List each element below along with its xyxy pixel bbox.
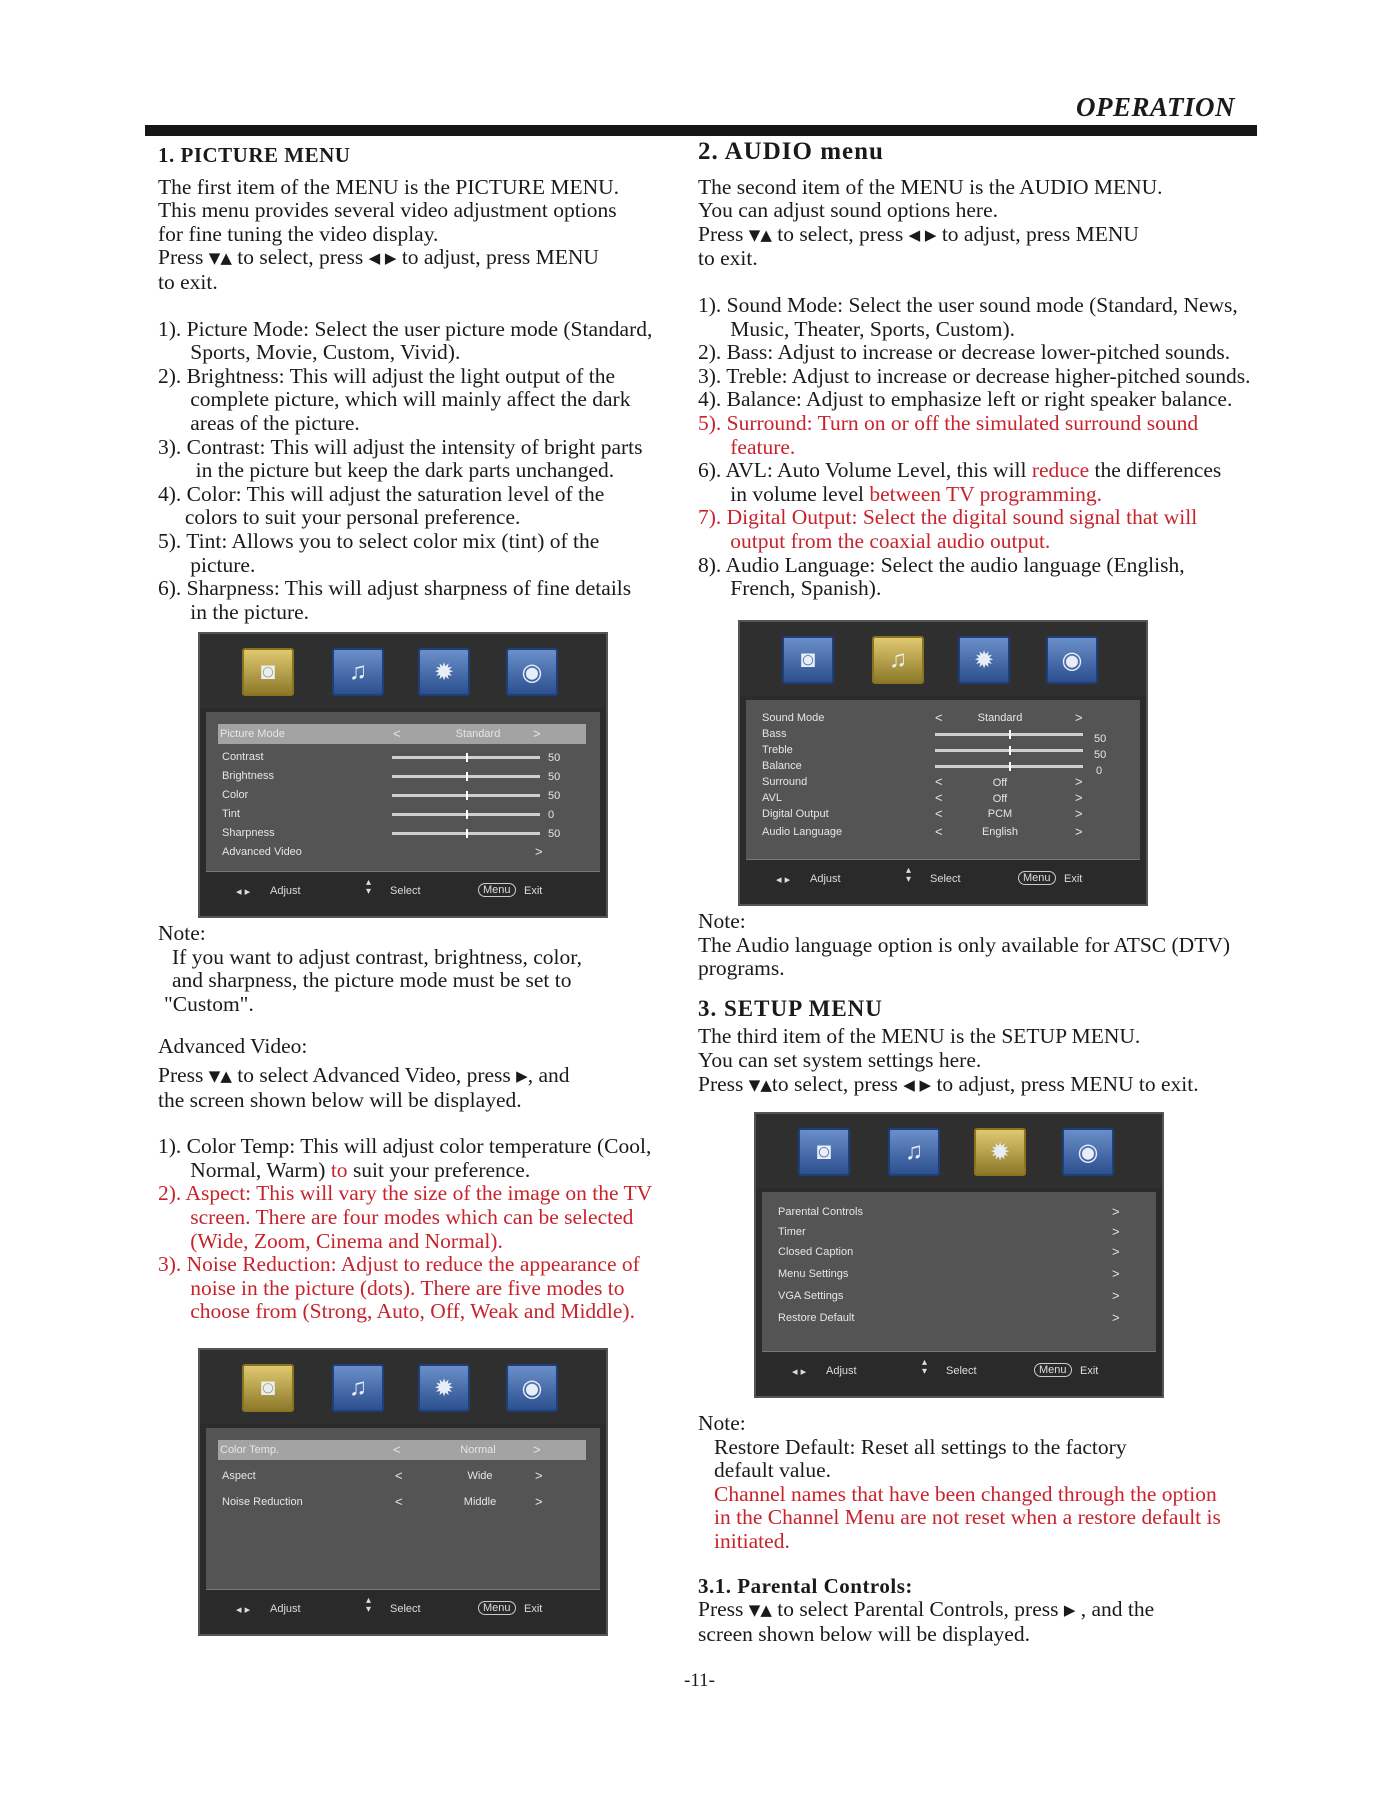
- picture-item-1: 1). Picture Mode: Select the user picture mode (Standard, Sports, Movie, Custom, Vivid).: [158, 316, 653, 365]
- globe-icon: ◉: [1046, 636, 1098, 684]
- row-treble[interactable]: Treble 50: [762, 744, 1107, 761]
- row-balance[interactable]: Balance 0: [762, 760, 1103, 777]
- down-up-arrow-icon: ▼▲: [748, 1075, 772, 1094]
- menu-footer: ◂ ▸ Adjust ▴ ▾ Select Menu Exit: [206, 871, 600, 910]
- row-advanced-video[interactable]: Advanced Video >: [222, 844, 543, 859]
- globe-icon: ◉: [1062, 1128, 1114, 1176]
- setup-press-line: Press ▼▲to select, press ◀ ▶ to adjust, press MENU to exit.: [698, 1071, 1199, 1096]
- updown-arrows-icon: ▴ ▾: [366, 1595, 372, 1615]
- picture-press-line: Press ▼▲ to select, press ◀ ▶ to adjust, press MENU: [158, 245, 599, 270]
- gear-icon: ✹: [958, 636, 1010, 684]
- advanced-settings-panel: [206, 1428, 600, 1590]
- row-sound-mode[interactable]: Sound Mode < Standard >: [762, 710, 1083, 725]
- setup-menu-screen: [754, 1112, 1164, 1398]
- parental-press-line: Press ▼▲ to select Parental Controls, press ▶ , and the: [698, 1597, 1155, 1622]
- advanced-video-heading: Advanced Video:: [158, 1034, 308, 1059]
- gear-icon: ✹: [418, 1364, 470, 1412]
- picture-item-5: 5). Tint: Allows you to select color mix (tint) of the picture.: [158, 528, 600, 577]
- picture-intro-2: This menu provides several video adjustment options: [158, 198, 617, 223]
- down-up-arrow-icon: ▼▲: [748, 225, 772, 244]
- updown-arrows-icon: ▴ ▾: [366, 877, 372, 897]
- menu-icon-strip: [756, 1114, 1162, 1188]
- globe-icon: ◉: [506, 1364, 558, 1412]
- adv-item-2: 2). Aspect: This will vary the size of the image on the TV screen. There are four modes which can be selected (Wide, Zoom, Cinema and Normal).: [158, 1181, 653, 1253]
- advanced-video-screen: [198, 1348, 608, 1636]
- menu-icon-strip: [200, 634, 606, 708]
- audio-note-and-setup: Note: The Audio language option is only available for ATSC (DTV) programs. 3. SETUP MENU The third item of the MENU is the SETUP MENU. You can set system settings here. Press ▼▲to select, press ◀ ▶ to adjust, press MENU to exit.: [698, 910, 1288, 1097]
- adjust-arrows-icon: ◂ ▸: [236, 886, 251, 898]
- picture-section: [158, 144, 698, 624]
- row-avl[interactable]: AVL < Off >: [762, 790, 1083, 805]
- setup-heading: 3. SETUP MENU: [698, 995, 883, 1021]
- row-aspect[interactable]: Aspect < Wide >: [222, 1468, 543, 1483]
- gear-icon: ✹: [418, 648, 470, 696]
- menu-footer: ◂ ▸ Adjust ▴ ▾ Select Menu Exit: [762, 1351, 1156, 1390]
- row-bass[interactable]: Bass 50: [762, 728, 1107, 745]
- row-restore-default[interactable]: Restore Default >: [778, 1310, 1120, 1325]
- camera-icon: ◙: [782, 636, 834, 684]
- menu-icon-strip: [200, 1350, 606, 1424]
- row-color[interactable]: Color 50: [222, 789, 561, 802]
- parental-heading: 3.1. Parental Controls:: [698, 1573, 913, 1598]
- down-up-arrow-icon: ▼▲: [208, 1066, 232, 1085]
- row-digital-output[interactable]: Digital Output < PCM >: [762, 806, 1083, 821]
- picture-heading: 1. PICTURE MENU: [158, 143, 351, 167]
- row-tint[interactable]: Tint 0: [222, 808, 555, 821]
- row-picture-mode[interactable]: Picture Mode < Standard >: [218, 724, 586, 744]
- audio-press-line: Press ▼▲ to select, press ◀ ▶ to adjust, press MENU: [698, 221, 1139, 246]
- setup-settings-panel: [762, 1192, 1156, 1352]
- adv-item-3: 3). Noise Reduction: Adjust to reduce the appearance of noise in the picture (dots). There are five modes to choose from (Strong, Auto, Off, Weak and Middle).: [158, 1252, 640, 1324]
- audio-menu-screen: [738, 620, 1148, 906]
- left-right-arrow-icon: ◀ ▶: [903, 1075, 932, 1094]
- headphones-icon: ♫: [888, 1128, 940, 1176]
- adjust-arrows-icon: ◂ ▸: [792, 1366, 807, 1378]
- page-number: -11-: [684, 1670, 715, 1691]
- picture-menu-screen: [198, 632, 608, 918]
- picture-note: Note: If you want to adjust contrast, brightness, color, and sharpness, the picture mode must be set to "Custom". Advanced Video: Press ▼▲ to select Advanced Video, press ▶, and the screen shown below will be displayed. 1). Color Temp: This will adjust color temperature (Cool, Normal, Warm) to suit your preference. 2). Aspect: This will vary the size of the image on the TV screen. There are four modes which can be selected (Wide, Zoom, Cinema and Normal). 3). Noise Reduction: Adjust to reduce the appearance of noise in the picture (dots). There are five modes to choose from (Strong, Auto, Off, Weak and Middle).: [158, 922, 698, 1324]
- row-color-temp[interactable]: Color Temp. < Normal >: [218, 1440, 586, 1460]
- camera-icon: ◙: [242, 1364, 294, 1412]
- picture-intro-3: for fine tuning the video display.: [158, 221, 439, 246]
- adjust-arrows-icon: ◂ ▸: [236, 1604, 251, 1616]
- left-right-arrow-icon: ◀ ▶: [908, 225, 937, 244]
- gear-icon: ✹: [974, 1128, 1026, 1176]
- audio-settings-panel: [746, 700, 1140, 860]
- adjust-arrows-icon: ◂ ▸: [776, 874, 791, 886]
- updown-arrows-icon: ▴ ▾: [906, 865, 912, 885]
- picture-item-6: 6). Sharpness: This will adjust sharpness of fine details in the picture.: [158, 576, 632, 624]
- row-surround[interactable]: Surround < Off >: [762, 774, 1083, 789]
- menu-key: Menu: [478, 883, 516, 897]
- row-audio-language[interactable]: Audio Language < English >: [762, 824, 1083, 839]
- header-rule: [145, 125, 1257, 136]
- row-parental-controls[interactable]: Parental Controls >: [778, 1204, 1120, 1219]
- menu-key: Menu: [1034, 1363, 1072, 1377]
- picture-item-4: 4). Color: This will adjust the saturation level of the colors to suit your personal preference.: [158, 481, 605, 530]
- row-vga-settings[interactable]: VGA Settings >: [778, 1288, 1120, 1303]
- row-timer[interactable]: Timer >: [778, 1224, 1120, 1239]
- audio-heading: 2. AUDIO menu: [698, 138, 884, 165]
- setup-note: Note: Restore Default: Reset all settings to the factory default value. Channel names that have been changed through the option in the Channel Menu are not reset when a restore default is initiated. 3.1. Parental Controls: Press ▼▲ to select Parental Controls, press ▶ , and the screen shown below will be displayed.: [698, 1412, 1288, 1646]
- picture-item-2: 2). Brightness: This will adjust the light output of the complete picture, which will mainly affect the dark areas of the picture.: [158, 363, 631, 435]
- menu-key: Menu: [1018, 871, 1056, 885]
- picture-settings-panel: [206, 712, 600, 872]
- picture-press-line-2: to exit.: [158, 269, 218, 294]
- camera-icon: ◙: [242, 648, 294, 696]
- row-closed-caption[interactable]: Closed Caption >: [778, 1244, 1120, 1259]
- picture-intro-1: The first item of the MENU is the PICTURE MENU.: [158, 174, 620, 199]
- left-right-arrow-icon: ◀ ▶: [368, 249, 397, 268]
- menu-footer: ◂ ▸ Adjust ▴ ▾ Select Menu Exit: [206, 1589, 600, 1628]
- headphones-icon: ♫: [872, 636, 924, 684]
- menu-footer: ◂ ▸ Adjust ▴ ▾ Select Menu Exit: [746, 859, 1140, 898]
- headphones-icon: ♫: [332, 648, 384, 696]
- right-arrow-icon: ▶: [1063, 1601, 1076, 1620]
- globe-icon: ◉: [506, 648, 558, 696]
- headphones-icon: ♫: [332, 1364, 384, 1412]
- right-arrow-icon: ▶: [516, 1066, 528, 1085]
- row-noise-reduction[interactable]: Noise Reduction < Middle >: [222, 1494, 543, 1509]
- updown-arrows-icon: ▴ ▾: [922, 1357, 928, 1377]
- menu-key: Menu: [478, 1601, 516, 1615]
- down-up-arrow-icon: ▼▲: [748, 1601, 772, 1620]
- row-brightness[interactable]: Brightness 50: [222, 770, 561, 783]
- page-header-title: OPERATION: [1076, 92, 1236, 122]
- menu-icon-strip: [740, 622, 1146, 696]
- down-up-arrow-icon: ▼▲: [208, 249, 232, 268]
- row-contrast[interactable]: Contrast 50: [222, 751, 561, 764]
- row-sharpness[interactable]: Sharpness 50: [222, 827, 561, 840]
- picture-item-3: 3). Contrast: This will adjust the intensity of bright parts in the picture but keep the dark parts unchanged.: [158, 434, 643, 483]
- advanced-press-line: Press ▼▲ to select Advanced Video, press ▶, and: [158, 1062, 570, 1087]
- audio-section: 2. AUDIO menu The second item of the MENU is the AUDIO MENU. You can adjust sound options here. Press ▼▲ to select, press ◀ ▶ to adjust, press MENU to exit. 1). Sound Mode: Select the user sound mode (Standard, News, Music, Theater, Sports, Custom). 2). Bass: Adjust to increase or decrease lower-pitched sounds. 3). Treble: Adjust to increase or decrease higher-pitched sounds. 4). Balance: Adjust to emphasize left or right speaker balance. 5). Surround: Turn on or off the simulated surround sound feature. 6). AVL: Auto Volume Level, this will reduce the differences in volume level between TV programming. 7). Digital Output: Select the digital sound signal that will output from the coaxial audio output. 8). Audio Language: Select the audio language (English, French, Spanish).: [698, 140, 1288, 601]
- row-menu-settings[interactable]: Menu Settings >: [778, 1266, 1120, 1281]
- adv-item-1: 1). Color Temp: This will adjust color temperature (Cool, Normal, Warm) to suit your preference.: [158, 1134, 652, 1182]
- camera-icon: ◙: [798, 1128, 850, 1176]
